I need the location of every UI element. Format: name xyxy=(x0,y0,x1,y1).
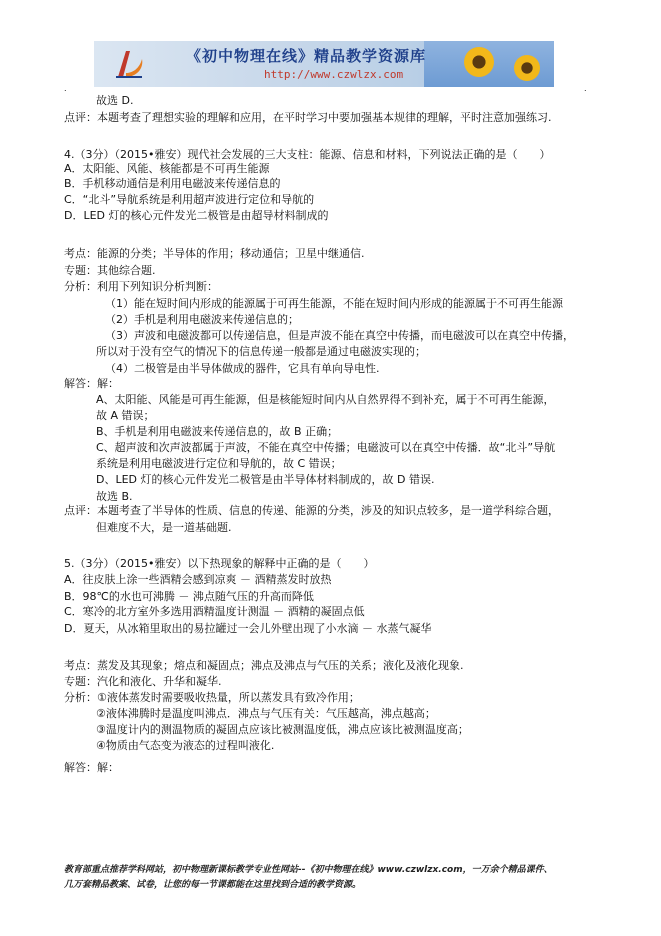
text-line: 所以对于没有空气的情况下的信息传递一般都是通过电磁波实现的； xyxy=(96,345,426,358)
text-line: 专题：汽化和液化、升华和凝华. xyxy=(64,675,222,688)
text-line: A．往皮肤上涂一些酒精会感到凉爽 － 酒精蒸发时放热 xyxy=(64,573,332,586)
text-line: 专题：其他综合题. xyxy=(64,264,156,277)
banner-title: 《初中物理在线》精品教学资源库 xyxy=(186,47,427,65)
text-line: 5.（3分）（2015•雅安）以下热现象的解释中正确的是（ ） xyxy=(64,557,375,570)
text-line: ②液体沸腾时是温度叫沸点．沸点与气压有关：气压越高，沸点越高； xyxy=(96,707,436,720)
text-line: C、超声波和次声波都属于声波，不能在真空中传播；电磁波可以在真空中传播．故“北斗”导航 xyxy=(96,441,556,454)
text-line: 点评：本题考查了半导体的性质、信息的传递、能源的分类，涉及的知识点较多，是一道学科综合题， xyxy=(64,504,559,517)
site-logo-icon xyxy=(112,47,146,81)
text-line: B．手机移动通信是利用电磁波来传递信息的 xyxy=(64,177,281,190)
text-line: （4）二极管是由半导体做成的器件，它具有单向导电性. xyxy=(105,362,380,375)
text-line: B、手机是利用电磁波来传递信息的，故 B 正确； xyxy=(96,425,339,438)
banner-url[interactable]: http://www.czwlzx.com xyxy=(264,68,404,81)
text-line: 系统是利用电磁波进行定位和导航的，故 C 错误； xyxy=(96,457,342,470)
text-line: 解答：解： xyxy=(64,761,119,774)
footer-line: 几万套精品教案、试卷，让您的每一节课都能在这里找到合适的教学资源。 xyxy=(64,880,362,890)
text-line: 故选 D. xyxy=(96,94,134,107)
text-line: A．太阳能、风能、核能都是不可再生能源 xyxy=(64,162,270,175)
text-line: 故 A 错误； xyxy=(96,409,155,422)
text-line: 点评：本题考查了理想实验的理解和应用，在平时学习中要加强基本规律的理解，平时注意加强练习. xyxy=(64,111,552,124)
text-line: 考点：蒸发及其现象；熔点和凝固点；沸点及沸点与气压的关系；液化及液化现象. xyxy=(64,659,464,672)
header-dot: . xyxy=(64,84,67,93)
text-line: C．寒冷的北方室外多选用酒精温度计测温 － 酒精的凝固点低 xyxy=(64,605,365,618)
text-line: （3）声波和电磁波都可以传递信息，但是声波不能在真空中传播，而电磁波可以在真空中传播， xyxy=(105,329,574,342)
text-line: 4.（3分）（2015•雅安）现代社会发展的三大支柱：能源、信息和材料，下列说法正确的是（ ） xyxy=(64,148,551,161)
text-line: 解答：解： xyxy=(64,377,119,390)
text-line: 分析：①液体蒸发时需要吸收热量，所以蒸发具有致冷作用； xyxy=(64,691,360,704)
text-line: 分析：利用下列知识分析判断： xyxy=(64,280,218,293)
header-banner xyxy=(94,41,554,87)
footer-line: 教育部重点推荐学科网站，初中物理新课标教学专业性网站--《初中物理在线》www.czwlzx.com，一万余个精品课件、 xyxy=(64,865,553,875)
text-line: ④物质由气态变为液态的过程叫液化. xyxy=(96,739,275,752)
text-line: 故选 B. xyxy=(96,490,133,503)
text-line: （1）能在短时间内形成的能源属于可再生能源，不能在短时间内形成的能源属于不可再生能源 xyxy=(105,297,563,310)
text-line: 但难度不大，是一道基础题. xyxy=(96,521,232,534)
text-line: 考点：能源的分类；半导体的作用；移动通信；卫星中继通信. xyxy=(64,247,365,260)
text-line: D、LED 灯的核心元件发光二极管是由半导体材料制成的，故 D 错误. xyxy=(96,473,435,486)
header-dot: . xyxy=(584,84,587,93)
text-line: A、太阳能、风能是可再生能源，但是核能短时间内从自然界得不到补充，属于不可再生能源， xyxy=(96,393,555,406)
text-line: D．夏天，从冰箱里取出的易拉罐过一会儿外壁出现了小水滴 － 水蒸气凝华 xyxy=(64,622,432,635)
text-line: D．LED 灯的核心元件发光二极管是由超导材料制成的 xyxy=(64,209,329,222)
text-line: C．“北斗”导航系统是利用超声波进行定位和导航的 xyxy=(64,193,315,206)
text-line: B．98℃的水也可沸腾 － 沸点随气压的升高而降低 xyxy=(64,590,314,603)
text-line: （2）手机是利用电磁波来传递信息的； xyxy=(105,313,299,326)
text-line: ③温度计内的测温物质的凝固点应该比被测温度低，沸点应该比被测温度高； xyxy=(96,723,469,736)
sunflower-image xyxy=(464,47,494,77)
sunflower-image xyxy=(514,55,540,81)
